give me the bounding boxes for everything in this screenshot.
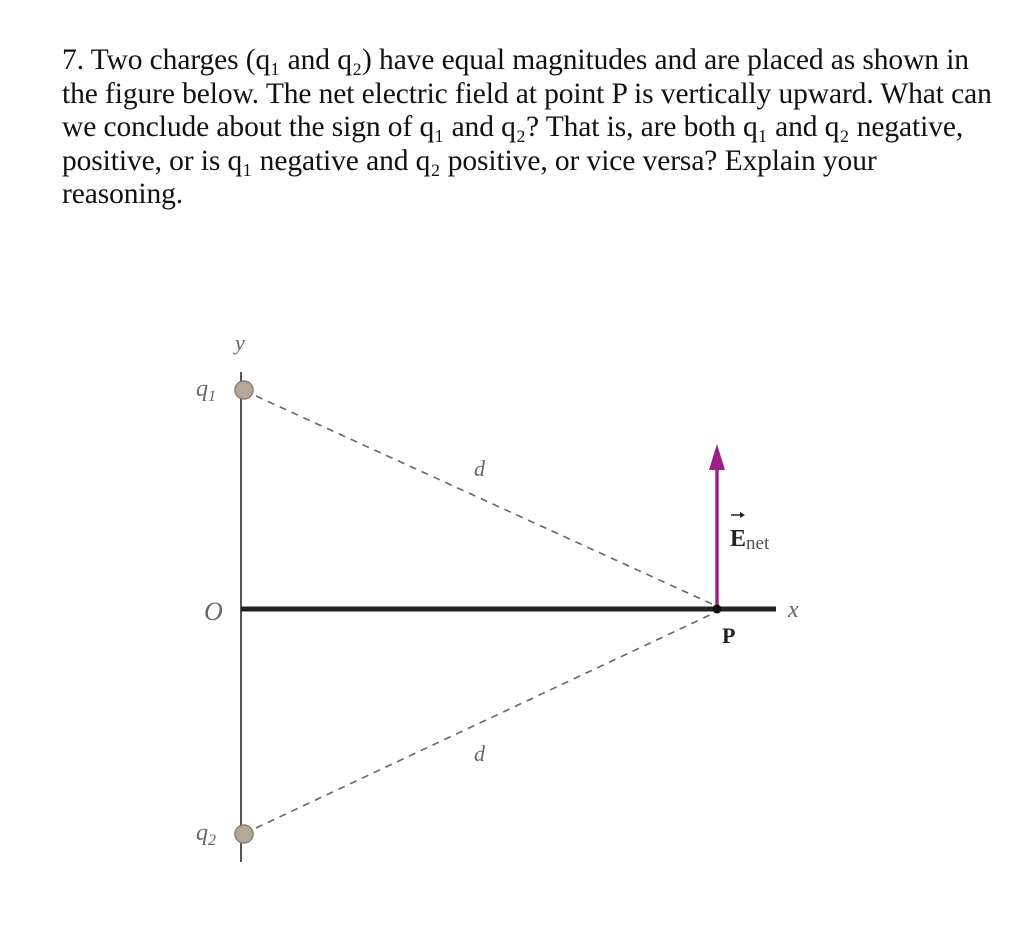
charge-q1-label-base: q (196, 376, 208, 402)
distance-label-lower: d (474, 741, 485, 766)
charge-q2-label (196, 820, 216, 849)
dashed-line-q2-to-p (256, 614, 712, 828)
x-axis-label: x (788, 597, 799, 623)
charge-q1 (235, 381, 253, 399)
field-label-base: E (730, 526, 747, 552)
question-body: Two charges (q₁ and q₂) have equal magnitudes and are placed as shown in the figure below. The net electric field at point P is vertically upward. What can we conclude about the sign of q₁ and q₂? That is, are both q₁ and q₂ negative, positive, or is q₁ negative and q₂ positive, or vice versa? Explain your reasoning. (62, 44, 992, 210)
field-label (730, 526, 770, 554)
point-p-label: P (722, 623, 736, 648)
origin-label: O (204, 597, 223, 626)
charge-q1-label (196, 376, 216, 405)
field-label-sub: net (746, 533, 770, 554)
y-axis-label: y (235, 330, 245, 355)
field-vector-arrowhead-icon (740, 512, 745, 518)
net-field-arrow-head (709, 444, 725, 470)
question-number: 7. (62, 44, 84, 76)
charge-q1-label-sub: 1 (208, 388, 216, 405)
charge-q2-label-sub: 2 (208, 832, 216, 849)
charge-q2 (235, 825, 253, 843)
point-p-marker (713, 605, 722, 614)
distance-label-upper: d (474, 456, 485, 481)
charge-q2-label-base: q (196, 820, 208, 846)
dashed-line-q1-to-p (256, 396, 712, 604)
